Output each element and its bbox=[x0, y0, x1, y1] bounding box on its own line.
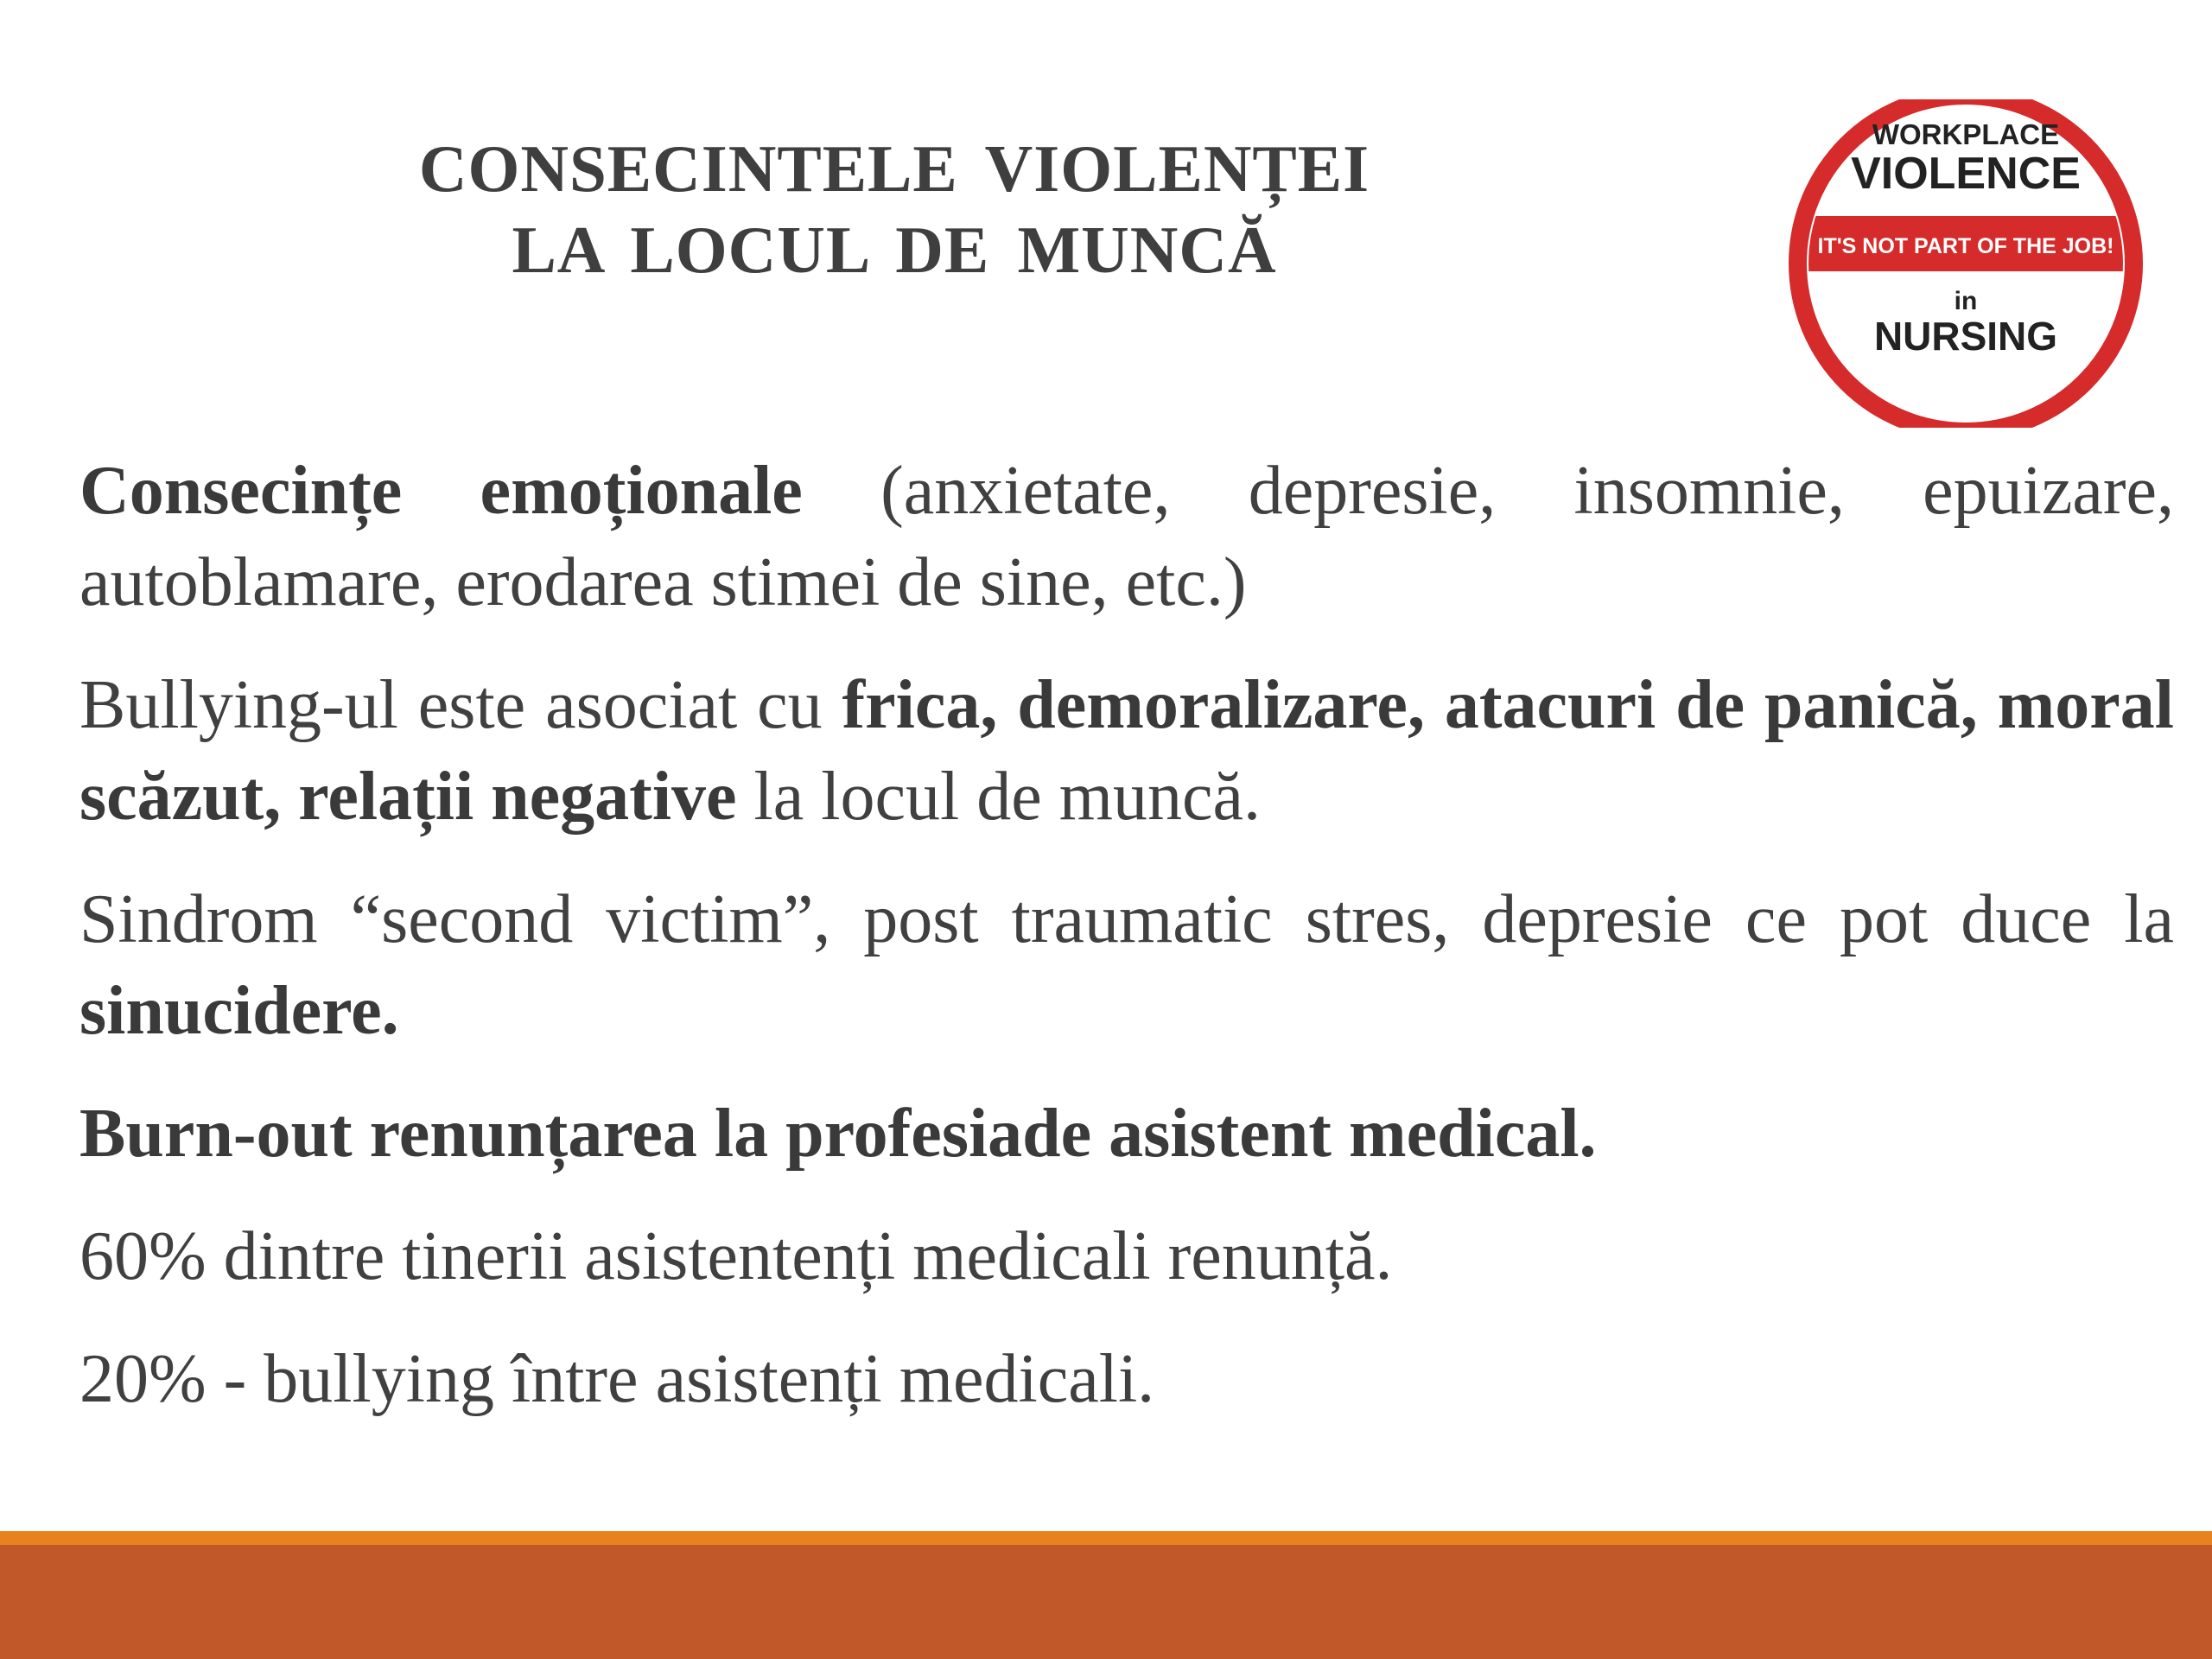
workplace-violence-badge bbox=[1780, 99, 2152, 428]
paragraph-bullying-bold: frica, demoralizare, atacuri de panică, moral scăzut, relații negative bbox=[79, 667, 2174, 835]
paragraph-20-percent: 20% - bullying între asistenți medicali. bbox=[79, 1341, 1155, 1417]
badge-text-violence: VIOLENCE bbox=[1851, 149, 2081, 199]
content-body bbox=[79, 445, 2174, 1456]
paragraph-emotional bbox=[79, 445, 2174, 628]
paragraph-burnout bbox=[79, 1088, 2174, 1179]
badge-text-nursing: NURSING bbox=[1873, 314, 2058, 359]
paragraph-emotional-text: (anxietate, depresie, insomnie, epuizare, autoblamare, erodarea stimei de sine, etc.) bbox=[79, 453, 2175, 620]
badge-text-in: in bbox=[1954, 287, 1978, 315]
paragraph-second-victim bbox=[79, 874, 2174, 1057]
badge-text-workplace: WORKPLACE bbox=[1872, 118, 2060, 150]
title-line-2: LA LOCUL DE MUNCĂ bbox=[512, 213, 1277, 287]
paragraph-bullying bbox=[79, 659, 2174, 842]
paragraph-60-percent: 60% dintre tinerii asistentenți medicali renunță. bbox=[79, 1218, 1393, 1294]
paragraph-emotional-bold: Consecințe emoționale bbox=[79, 453, 803, 529]
paragraph-burnout-bold: Burn-out renunțarea la profesiade asistent medical. bbox=[79, 1096, 1597, 1172]
paragraph-bullying-pre: Bullying-ul este asociat cu bbox=[79, 667, 842, 743]
page-title bbox=[311, 128, 1478, 290]
footer-band bbox=[0, 1545, 2212, 1659]
paragraph-second-victim-bold: sinucidere. bbox=[79, 973, 399, 1049]
paragraph-bullying-post: la locul de muncă. bbox=[736, 759, 1261, 835]
footer-rule bbox=[0, 1531, 2212, 1545]
badge-text-band: IT'S NOT PART OF THE JOB! bbox=[1817, 234, 2114, 258]
paragraph-second-victim-pre: Sindrom “second victim”, post traumatic stres, depresie ce pot duce la bbox=[79, 881, 2174, 957]
title-line-1: CONSECINTELE VIOLENȚEI bbox=[418, 131, 1370, 206]
